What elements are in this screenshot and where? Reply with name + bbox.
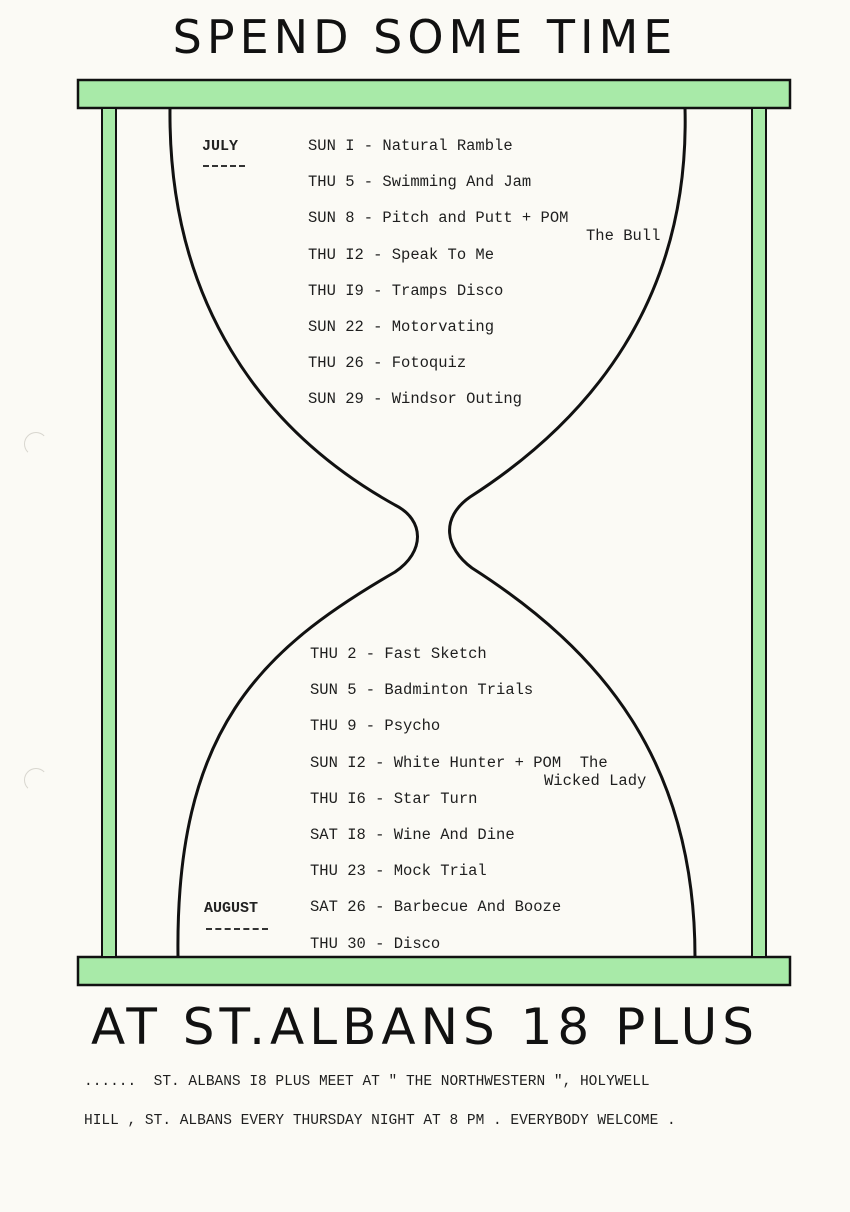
event-entry: THU 5 - Swimming And Jam — [308, 173, 532, 192]
event-entry-continuation: Wicked Lady — [544, 771, 647, 790]
poster-title: SPEND SOME TIME — [172, 10, 678, 64]
event-entry: SUN I - Natural Ramble — [308, 137, 513, 155]
event-entry: SUN 8 - Pitch and Putt + POM — [308, 209, 569, 228]
event-entry: SUN 5 - Badminton Trials — [310, 681, 534, 700]
event-entry: THU I2 - Speak To Me — [308, 245, 495, 264]
event-entry: THU I9 - Tramps Disco — [308, 281, 504, 300]
month-label-august: AUGUST — [204, 900, 259, 917]
event-entry: SUN I2 - White Hunter + POM The — [310, 753, 608, 772]
event-entry: THU 2 - Fast Sketch — [310, 645, 487, 663]
event-entry: THU 26 - Fotoquiz — [308, 354, 467, 373]
right-pillar — [752, 108, 766, 957]
event-entry: SUN 22 - Motorvating — [308, 318, 495, 336]
month-label-july: JULY — [202, 138, 239, 155]
event-entry: THU 23 - Mock Trial — [310, 862, 487, 881]
event-entry: SAT 26 - Barbecue And Booze — [310, 898, 562, 917]
event-entry-continuation: The Bull — [586, 227, 661, 246]
event-entry: THU 9 - Psycho — [310, 717, 441, 736]
venue-heading: AT ST.ALBANS 18 PLUS — [91, 998, 759, 1056]
august-underline — [206, 928, 268, 930]
event-entry: THU I6 - Star Turn — [310, 789, 478, 808]
footer-line-2: HILL , ST. ALBANS EVERY THURSDAY NIGHT AT 8 PM . EVERYBODY WELCOME . — [84, 1113, 676, 1129]
event-entry: SAT I8 - Wine And Dine — [310, 826, 515, 844]
bottom-bar — [78, 957, 790, 985]
footer-line-1: ...... ST. ALBANS I8 PLUS MEET AT " THE NORTHWESTERN ", HOLYWELL — [84, 1074, 650, 1090]
event-entry: SUN 29 - Windsor Outing — [308, 390, 522, 409]
top-bar — [78, 80, 790, 108]
event-entry: THU 30 - Disco — [310, 934, 441, 953]
left-pillar — [102, 108, 116, 957]
july-underline — [203, 165, 245, 167]
